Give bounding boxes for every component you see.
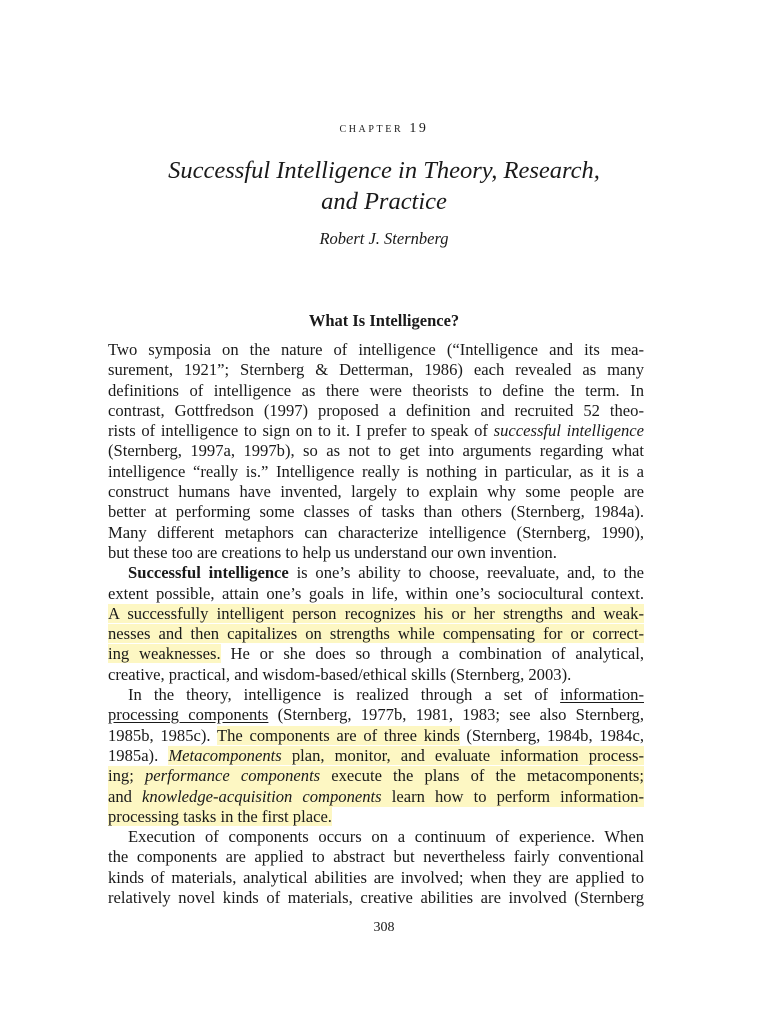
paragraph-4 [108,827,644,908]
text-line [108,746,644,766]
text-line: extent possible, attain one’s goals in life, within one’s sociocultural context. [108,583,644,603]
highlight: A successfully intelligent person recognizes his or her strengths and weak- [108,603,644,623]
highlight: processing tasks in the first place. [108,806,332,826]
paragraph-3 [108,685,644,827]
text-line [108,726,644,746]
text-line: better at performing some classes of tasks than others (Sternberg, 1984a). [108,502,644,522]
text-line [108,705,644,725]
text-line: kinds of materials, analytical abilities are involved; when they are applied to [108,867,644,887]
text-segment: ing; [108,766,145,786]
text-line: intelligence “really is.” Intelligence really is nothing in particular, as it is a [108,461,644,481]
highlight: ing weaknesses. [108,644,221,664]
text-line: Many different metaphors can characterize intelligence (Sternberg, 1990), [108,522,644,542]
text-line: the components are applied to abstract but nevertheless fairly conventional [108,847,644,867]
text-segment: and [108,786,143,806]
text-segment: 1985a). [108,745,169,765]
term-metacomponents: Metacomponents [168,745,282,765]
text-line [108,766,644,786]
text-segment: execute the plans of the metacomponents; [320,766,644,786]
text-line: surement, 1921”; Sternberg & Detterman, 1986) each revealed as many [108,360,644,380]
text-line: Two symposia on the nature of intelligence (“Intelligence and its mea- [108,340,644,359]
body-text [108,340,644,908]
paragraph-2 [108,563,644,685]
text-line [108,563,644,583]
text-segment: 1985b, 1985c). [108,725,217,745]
text-line: definitions of intelligence as there were theorists to define the term. In [108,380,644,400]
text-line: but these too are creations to help us understand our own invention. [108,542,557,562]
text-segment: (Sternberg, 1977b, 1981, 1983; see also Sternberg, [268,705,644,725]
text-line: Execution of components occurs on a continuum of experience. When [128,827,644,847]
text-segment: He or she does so through a combination of analytical, [220,644,644,664]
underlined-term: processing components [108,705,269,725]
text-line [108,604,644,624]
text-line [108,787,644,807]
paragraph-1 [108,340,644,563]
text-line [108,685,644,705]
text-line: contrast, Gottfredson (1997) proposed a definition and recruited 52 theo- [108,400,644,420]
highlight: The components are of three kinds [216,725,460,745]
section-heading: What Is Intelligence? [308,311,460,330]
chapter-label: chapter 19 [339,121,429,136]
term-bold: Successful intelligence [128,563,289,583]
text-line: construct humans have invented, largely to explain why some people are [108,482,644,502]
text-line: relatively novel kinds of materials, creative abilities are involved (Sternberg [108,888,644,908]
chapter-title-line-1: Successful Intelligence in Theory, Research, [168,157,600,184]
text-segment: (Sternberg, 1984b, 1984c, [459,725,644,745]
term-performance-components: performance components [144,766,321,786]
text-line [108,644,644,664]
term-successful-intelligence: successful intelligence [493,421,644,441]
author-name: Robert J. Sternberg [319,229,449,248]
text-segment: learn how to perform information- [381,786,645,806]
chapter-title [0,155,768,217]
page-number: 308 [373,920,395,935]
text-line [108,421,644,441]
chapter-title-line-2: and Practice [321,188,447,215]
highlight: nesses and then capitalizes on strengths while compensating for or correct- [108,624,644,644]
text-segment: rists of intelligence to sign on to it. I prefer to speak of [108,421,494,441]
text-line: (Sternberg, 1997a, 1997b), so as not to get into arguments regarding what [108,441,644,461]
text-segment: is one’s ability to choose, reevaluate, and, to the [288,563,644,583]
term-knowledge-acquisition-components: knowledge-acquisition components [142,786,382,806]
underlined-term: information- [560,685,644,705]
text-segment: In the theory, intelligence is realized through a set of [128,685,561,705]
text-line [108,807,644,827]
text-line [108,624,644,644]
highlight: plan, monitor, and evaluate information process- [281,745,644,765]
text-line: creative, practical, and wisdom-based/ethical skills (Sternberg, 2003). [108,664,572,684]
